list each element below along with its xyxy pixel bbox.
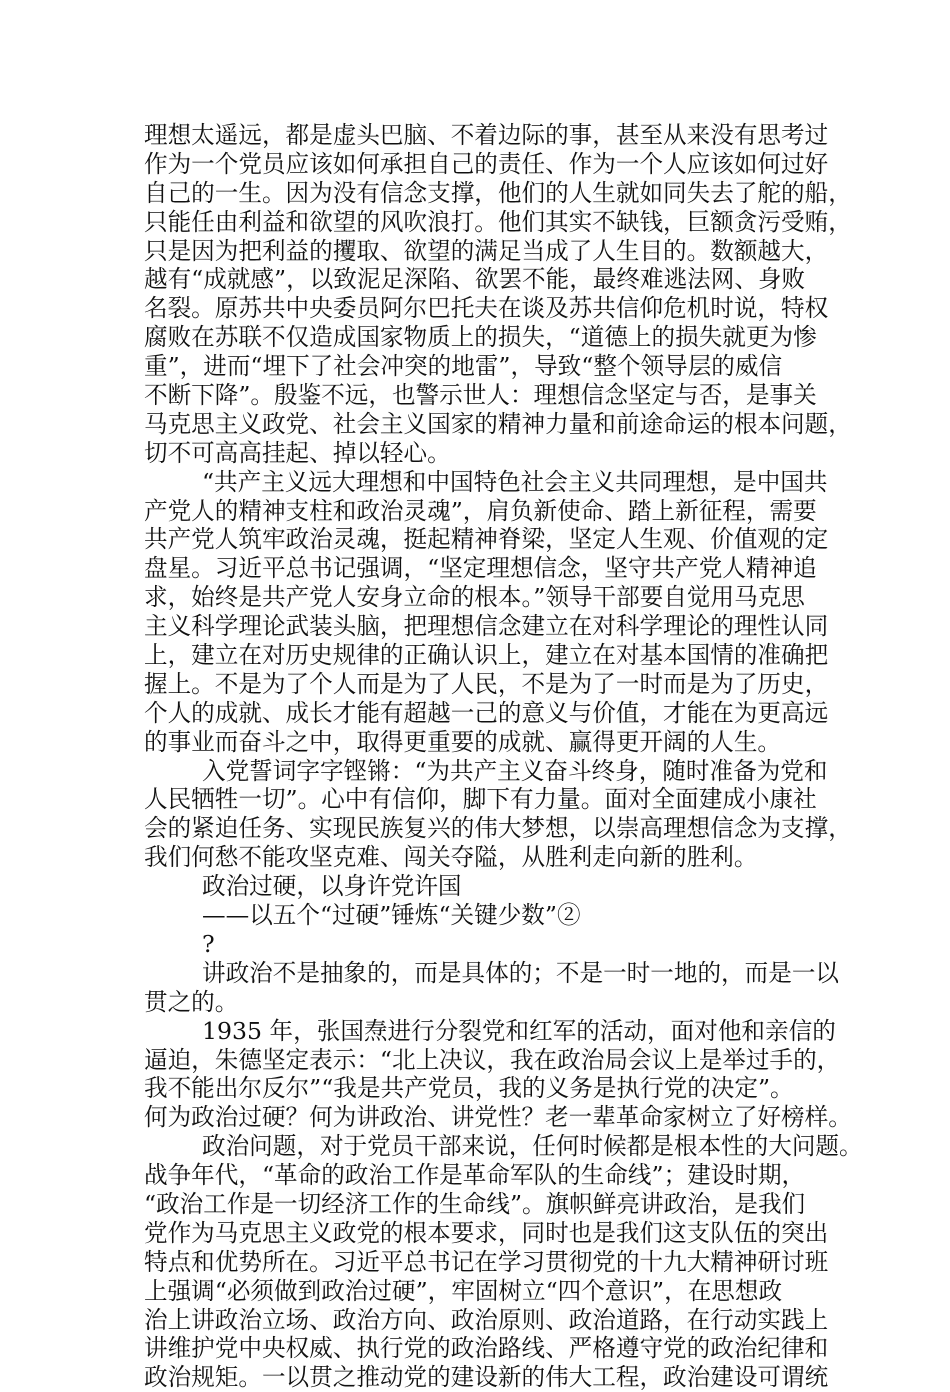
text-line: 上，建立在对历史规律的正确认识上，建立在对基本国情的准确把 (144, 641, 829, 670)
text-line: 腐败在苏联不仅造成国家物质上的损失，“道德上的损失就更为惨 (144, 323, 817, 352)
text-line: 党作为马克思主义政党的根本要求，同时也是我们这支队伍的突出 (144, 1218, 829, 1247)
text-line: 产党人的精神支柱和政治灵魂”，肩负新使命、踏上新征程，需要 (144, 496, 817, 525)
text-line: 只是因为把利益的攫取、欲望的满足当成了人生目的。数额越大， (144, 236, 829, 265)
text-line: 作为一个党员应该如何承担自己的责任、作为一个人应该如何过好 (144, 149, 829, 178)
text-line: 政治过硬，以身许党许国 (202, 872, 462, 901)
text-line: 政治问题，对于党员干部来说，任何时候都是根本性的大问题。 (202, 1132, 863, 1161)
text-line: 重”，进而“埋下了社会冲突的地雷”，导致“整个领导层的威信 (144, 352, 783, 381)
text-line: 上强调“必须做到政治过硬”，牢固树立“四个意识”，在思想政 (144, 1276, 783, 1305)
text-line: 会的紧迫任务、实现民族复兴的伟大梦想，以崇高理想信念为支撑， (144, 814, 852, 843)
text-line: “共产主义远大理想和中国特色社会主义共同理想，是中国共 (202, 467, 828, 496)
text-line: 政治规矩。一以贯之推动党的建设新的伟大工程，政治建设可谓统 (144, 1363, 829, 1392)
text-line: 盘星。习近平总书记强调，“坚定理想信念，坚守共产党人精神追 (144, 554, 817, 583)
text-line: 我们何愁不能攻坚克难、闯关夺隘，从胜利走向新的胜利。 (144, 843, 758, 872)
text-line: 共产党人筑牢政治灵魂，挺起精神脊梁，坚定人生观、价值观的定 (144, 525, 829, 554)
text-line: 不断下降”。殷鉴不远，也警示世人：理想信念坚定与否，是事关 (144, 381, 817, 410)
text-line: 的事业而奋斗之中，取得更重要的成就、赢得更开阔的人生。 (144, 727, 782, 756)
text-line: 马克思主义政党、社会主义国家的精神力量和前途命运的根本问题， (144, 409, 852, 438)
text-line: 人民牺牲一切”。心中有信仰，脚下有力量。面对全面建成小康社 (144, 785, 817, 814)
text-line: 贯之的。 (144, 987, 239, 1016)
text-line: 我不能出尔反尔”“我是共产党员，我的义务是执行党的决定”。 (144, 1074, 794, 1103)
text-line: 求，始终是共产党人安身立命的根本。”领导干部要自觉用马克思 (144, 583, 805, 612)
text-line: 握上。不是为了个人而是为了人民，不是为了一时而是为了历史， (144, 669, 829, 698)
text-line: 名裂。原苏共中央委员阿尔巴托夫在谈及苏共信仰危机时说，特权 (144, 294, 829, 323)
text-line: 逼迫，朱德坚定表示：“北上决议，我在政治局会议上是举过手的， (144, 1045, 841, 1074)
document-body (144, 121, 863, 1392)
text-line: 讲政治不是抽象的，而是具体的；不是一时一地的，而是一以 (202, 958, 840, 987)
text-line: 越有“成就感”，以致泥足深陷、欲罢不能，最终难逃法网、身败 (144, 265, 806, 294)
text-line: ——以五个“过硬”锤炼“关键少数”② (202, 901, 581, 930)
text-line: 只能任由利益和欲望的风吹浪打。他们其实不缺钱，巨额贪污受贿， (144, 207, 852, 236)
text-line: “政治工作是一切经济工作的生命线”。旗帜鲜亮讲政治，是我们 (144, 1189, 806, 1218)
text-line: 讲维护党中央权威、执行党的政治路线、严格遵守党的政治纪律和 (144, 1334, 829, 1363)
text-line: 战争年代，“革命的政治工作是革命军队的生命线”；建设时期， (144, 1161, 806, 1190)
text-line: ? (202, 929, 215, 958)
text-line: 主义科学理论武装头脑，把理想信念建立在对科学理论的理性认同 (144, 612, 829, 641)
text-line: 治上讲政治立场、政治方向、政治原则、政治道路，在行动实践上 (144, 1305, 829, 1334)
text-line: 理想太遥远，都是虚头巴脑、不着边际的事，甚至从来没有思考过 (144, 121, 829, 149)
text-line: 特点和优势所在。习近平总书记在学习贯彻党的十九大精神研讨班 (144, 1247, 829, 1276)
text-line: 入党誓词字字铿锵：“为共产主义奋斗终身，随时准备为党和 (202, 756, 828, 785)
text-line: 何为政治过硬？何为讲政治、讲党性？老一辈革命家树立了好榜样。 (144, 1103, 852, 1132)
text-line: 自己的一生。因为没有信念支撑，他们的人生就如同失去了舵的船， (144, 178, 852, 207)
text-line: 1935 年，张国焘进行分裂党和红军的活动，面对他和亲信的 (202, 1016, 836, 1045)
text-line: 切不可高高挂起、掉以轻心。 (144, 438, 451, 467)
text-line: 个人的成就、成长才能有超越一己的意义与价值，才能在为更高远 (144, 698, 829, 727)
